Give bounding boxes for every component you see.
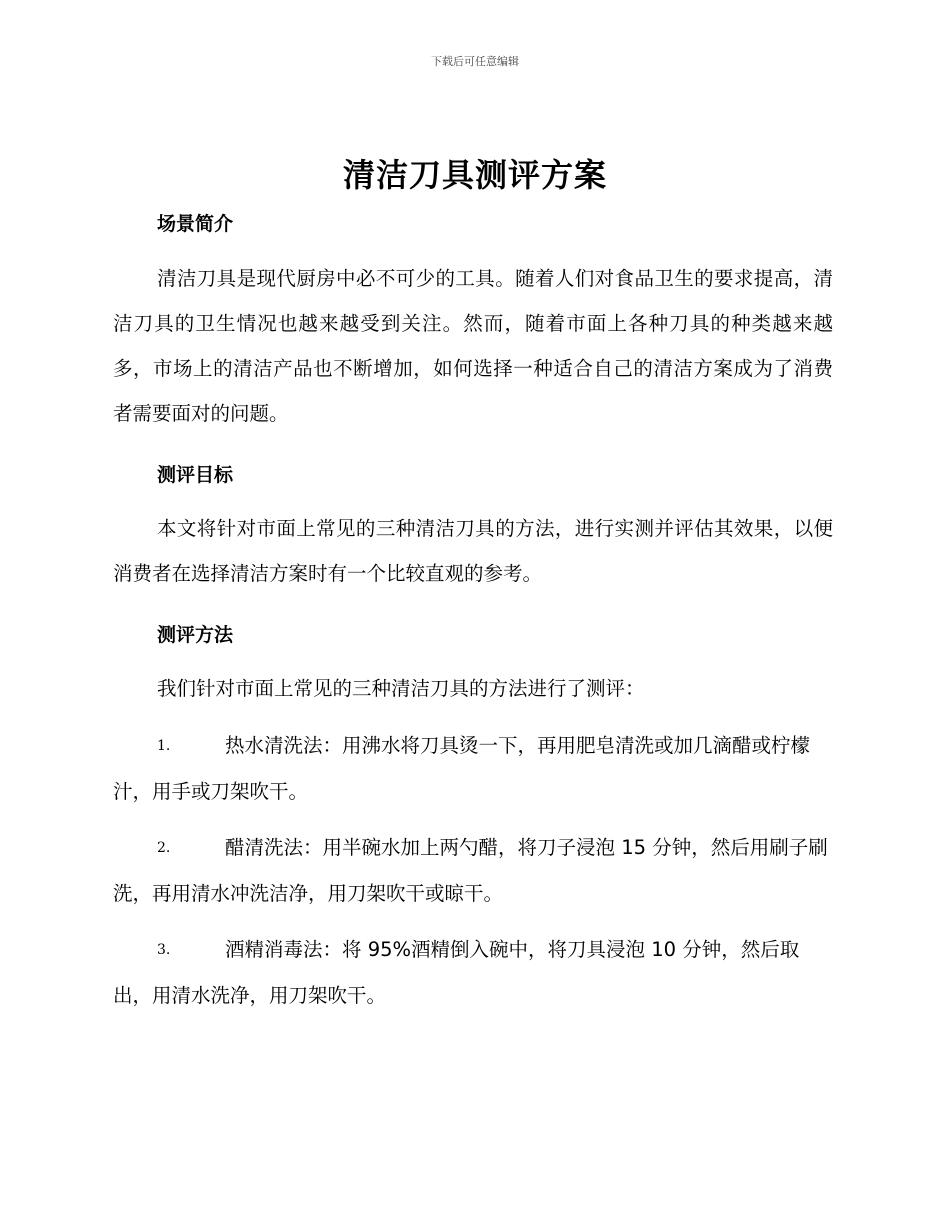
method-item-1 xyxy=(113,723,833,814)
section-heading-method: 测评方法 xyxy=(157,624,234,646)
document-title: 清洁刀具测评方案 xyxy=(342,156,607,194)
method-item-text: 醋清洗法：用半碗水加上两勺醋，将刀子浸泡 15 分钟，然后用刷子刷洗，再用清水冲洗洁净，用刀架吹干或晾干。 xyxy=(113,836,828,905)
method-item-text: 热水清洗法：用沸水将刀具烫一下，再用肥皂清洗或加几滴醋或柠檬汁，用手或刀架吹干。 xyxy=(113,734,811,803)
method-item-text: 酒精消毒法：将 95%酒精倒入碗中，将刀具浸泡 10 分钟，然后取出，用清水洗净，用刀架吹干。 xyxy=(113,938,800,1007)
method-item-number: 3. xyxy=(157,942,171,958)
method-item-2 xyxy=(113,825,833,916)
section-paragraph-goal: 本文将针对市面上常见的三种清洁刀具的方法，进行实测并评估其效果，以便消费者在选择清洁方案时有一个比较直观的参考。 xyxy=(113,517,833,585)
section-heading-goal: 测评目标 xyxy=(157,464,234,486)
section-paragraph-method: 我们针对市面上常见的三种清洁刀具的方法进行了测评： xyxy=(157,677,645,700)
method-item-number: 2. xyxy=(157,840,171,856)
section-paragraph-scene: 清洁刀具是现代厨房中必不可少的工具。随着人们对食品卫生的要求提高，清洁刀具的卫生情况也越来越受到关注。然而，随着市面上各种刀具的种类越来越多，市场上的清洁产品也不断增加，如何选择一种适合自己的清洁方案成为了消费者需要面对的问题。 xyxy=(113,267,833,425)
header-note: 下载后可任意编辑 xyxy=(431,55,519,68)
method-item-number: 1. xyxy=(157,738,171,754)
section-heading-scene: 场景简介 xyxy=(157,213,234,235)
method-item-3 xyxy=(113,927,833,1018)
